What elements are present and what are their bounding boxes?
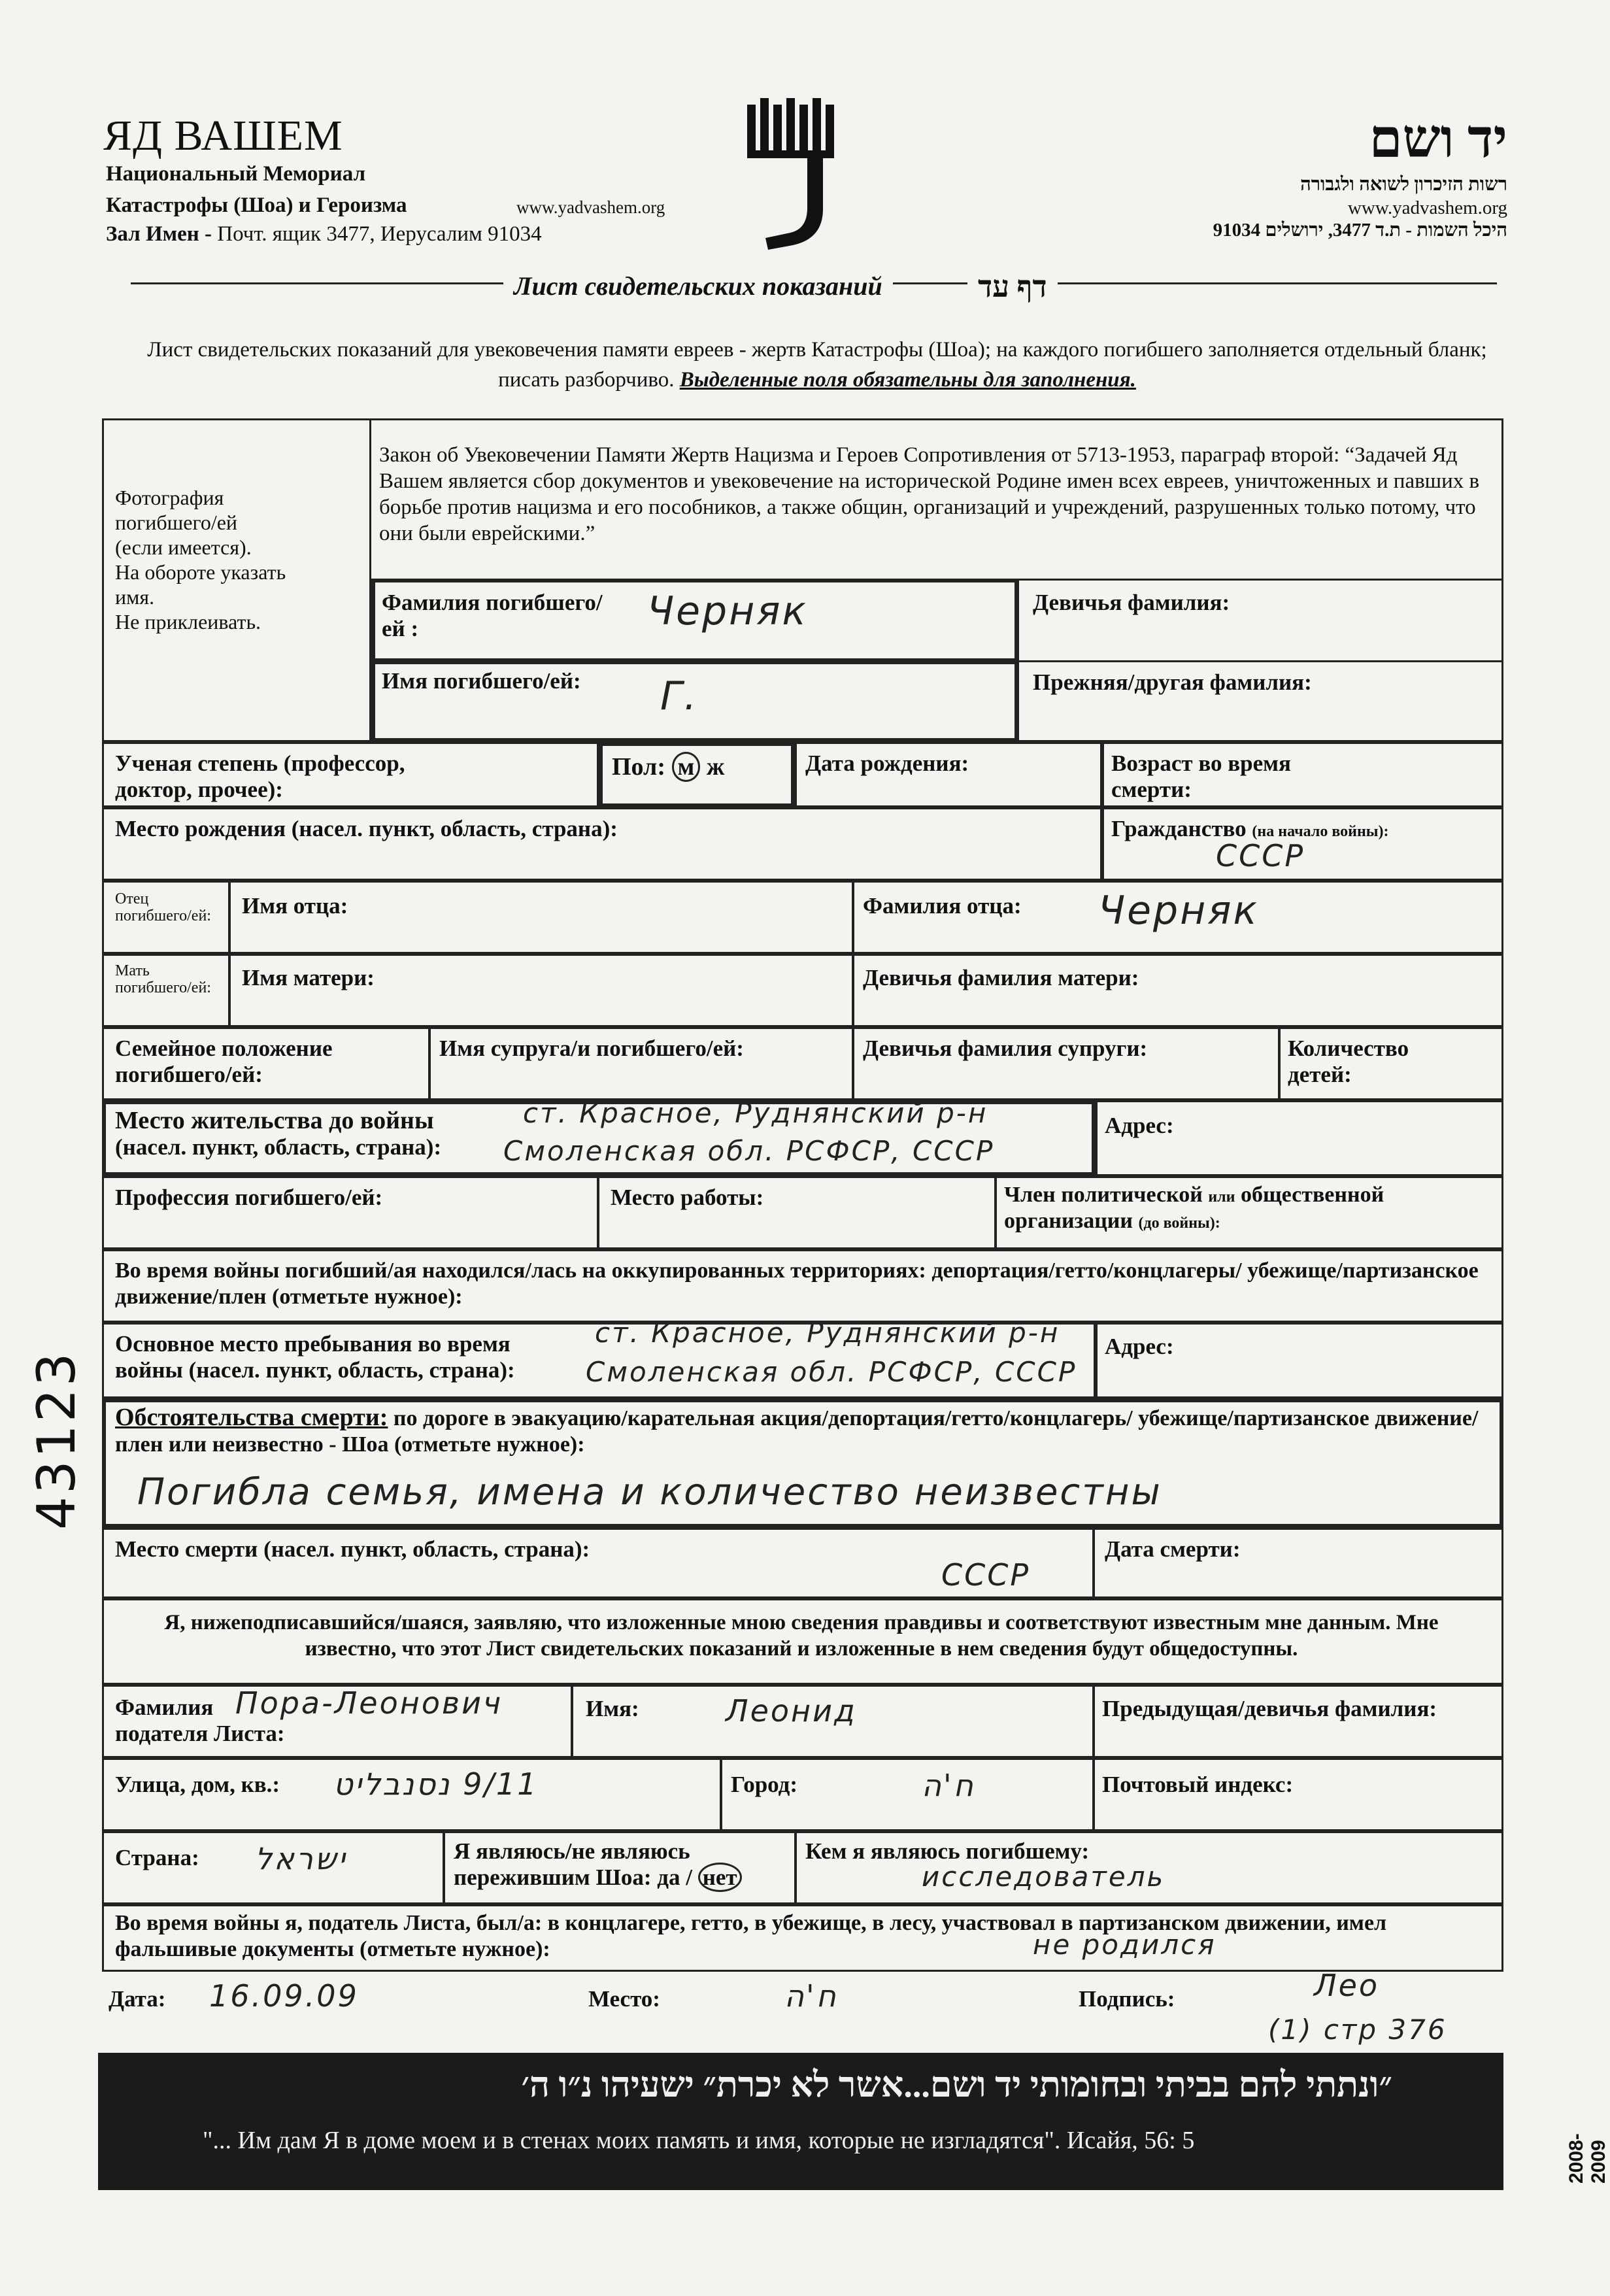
city-value[interactable]: ח'ה [922,1768,975,1803]
submitter-name-label: Имя: [586,1696,639,1721]
relation-value[interactable]: исследователь [922,1861,1166,1893]
gender-male-option[interactable]: м [672,752,701,782]
name-label: Имя погибшего/ей: [382,668,581,694]
org-title-ru: ЯД ВАШЕМ [103,112,343,160]
children-label: Количество детей: [1288,1036,1409,1087]
degree-label: Ученая степень (профессор, доктор, прочее): [115,751,405,802]
form-years: 2008-2009 [1566,2133,1609,2184]
city-label: Город: [731,1772,798,1797]
membership-label: Член политической или общественной организации (до войны): [1004,1183,1384,1233]
mother-maiden-label: Девичья фамилия матери: [863,965,1139,990]
gender-field[interactable] [612,752,724,782]
mother-name-label: Имя матери: [242,965,375,990]
maiden-label: Девичья фамилия: [1033,590,1230,615]
signature-value[interactable]: Лео [1314,1968,1380,2003]
intro-text [131,335,1503,395]
age-label: Возраст во время смерти: [1111,751,1291,802]
death-circumstances-value[interactable]: Погибла семья, имена и количество неизвестны [137,1471,1162,1513]
street-value[interactable]: 9/11 נסנבליט [333,1766,539,1802]
main-place-address-label: Адрес: [1105,1334,1174,1359]
death-place-label: Место смерти (насел. пункт, область, страна): [115,1536,590,1562]
surname-value[interactable]: Черняк [647,588,808,634]
spouse-maiden-label: Девичья фамилия супруги: [863,1036,1148,1061]
wartime-label: Во время войны погибший/ая находился/лась на оккупированных территориях: депортация/гетто/концлагеры/ убежище/партизанское движение/плен (отметьте нужное): [115,1258,1479,1309]
date-label: Дата: [109,1986,166,2012]
death-date-label: Дата смерти: [1105,1536,1241,1562]
quote-bar [98,2053,1503,2190]
dob-label: Дата рождения: [805,751,969,776]
org-he-url: www.yadvashem.org [1347,197,1507,218]
form-title: Лист свидетельских показаний [503,271,893,301]
residence-label: Место жительства до войны (насел. пункт, область, страна): [115,1107,442,1160]
country-label: Страна: [115,1845,199,1870]
residence-value-2[interactable]: Смоленская обл. РСФСР, СССР [503,1135,995,1167]
father-name-label: Имя отца: [242,893,348,919]
profession-label: Профессия погибшего/ей: [115,1185,383,1210]
citizenship-value[interactable]: СССР [1216,838,1305,873]
father-row-label: Отец погибшего/ей: [115,890,211,924]
birthplace-label: Место рождения (насел. пункт, область, страна): [115,816,618,841]
website-url: www.yadvashem.org [516,197,665,217]
intro-body: Лист свидетельских показаний для увековечения памяти евреев - жертв Катастрофы (Шоа); на каждого погибшего заполняется отдельный бланк; писать разборчиво. [147,338,1487,392]
org-he-line-1: רשות הזיכרון לשואה ולגבורה [1300,174,1507,195]
gender-label: Пол: [612,753,666,781]
citizenship-label: Гражданство (на начало войны): [1111,816,1389,841]
org-line-1: Национальный Мемориал [106,162,366,186]
place-label: Место: [588,1986,660,2012]
intro-emphasis: Выделенные поля обязательны для заполнения. [679,368,1136,392]
submitter-name-value[interactable]: Леонид [726,1693,857,1729]
spouse-name-label: Имя супруга/и погибшего/ей: [439,1036,744,1061]
main-place-label: Основное место пребывания во время войны (насел. пункт, область, страна): [115,1331,515,1383]
workplace-label: Место работы: [611,1185,764,1210]
country-value[interactable]: ישראל [255,1841,347,1876]
zip-label: Почтовый индекс: [1102,1772,1294,1797]
mother-row-label: Мать погибшего/ей: [115,962,211,996]
main-place-value-2[interactable]: Смоленская обл. РСФСР, СССР [586,1356,1077,1388]
survivor-label: Я являюсь/не являюсь пережившим Шоа: да / нет [454,1838,742,1891]
death-place-value[interactable]: СССР [941,1557,1031,1593]
quote-russian: "... Им дам Я в доме моем и в стенах моих память и имя, которые не изгладятся". Исайя, 56: 5 [203,2127,1195,2154]
org-address: Почт. ящик 3477, Иерусалим 91034 [217,222,542,246]
name-value[interactable]: Г. [660,673,699,719]
father-surname-label: Фамилия отца: [863,893,1022,919]
date-value[interactable]: 16.09.09 [209,1978,359,2014]
wartime-self-label: Во время войны я, податель Листа, был/а: в концлагере, гетто, в убежище, в лесу, участвовал в партизанском движении, имел фальшивые документы (отметьте нужное): [115,1911,1387,1961]
residence-value-1[interactable]: ст. Красное, Руднянский р-н [523,1097,988,1129]
relation-label: Кем я являюсь погибшему: [805,1838,1090,1864]
declaration-text: Я, нижеподписавшийся/шаяся, заявляю, что изложенные мною сведения правдивы и соответствуют известным мне данным. Мне известно, что этот Лист свидетельских показаний и изложенные в нем сведения будут общедоступны. [164,1611,1439,1661]
org-title-he: יד ושם [1369,109,1507,169]
wartime-self-value[interactable]: не родился [1033,1929,1216,1961]
org-hall-of-names: Зал Имен - [106,222,212,246]
death-circumstances-label: Обстоятельства смерти: по дороге в эвакуацию/карательная акция/депортация/гетто/концлагерь/ убежище/партизанское движение/плен или неизвестно - Шоа (отметьте нужное): [115,1404,1479,1457]
page-annotation: (1) стр 376 [1268,2014,1447,2046]
gender-female-option[interactable]: ж [706,753,725,781]
org-he-address: היכל השמות - ת.ד 3477, ירושלים 91034 [1213,220,1507,241]
survivor-no-option[interactable]: нет [698,1863,742,1892]
photo-instructions: Фотография погибшего/ей (если имеется). На обороте указать имя. Не приклеивать. [115,486,286,633]
street-label: Улица, дом, кв.: [115,1772,280,1797]
submitter-prev-label: Предыдущая/девичья фамилия: [1102,1696,1437,1721]
place-value[interactable]: ח'ה [784,1978,838,2014]
signature-label: Подпись: [1079,1986,1175,2012]
org-line-2: Катастрофы (Шоа) и Героизма [106,194,407,217]
other-surname-label: Прежняя/другая фамилия: [1033,669,1312,695]
record-number: 43123 [26,1350,87,1530]
family-status-label: Семейное положение погибшего/ей: [115,1036,333,1087]
main-place-value-1[interactable]: ст. Красное, Руднянский р-н [595,1317,1060,1349]
form-title-he: דף עד [967,269,1058,304]
submitter-surname-value[interactable]: Пора-Леонович [235,1685,503,1721]
residence-address-label: Адрес: [1105,1113,1174,1138]
submitter-surname-label: Фамилия подателя Листа: [115,1695,285,1746]
law-text: Закон об Увековечении Памяти Жертв Нацизма и Героев Сопротивления от 5713-1953, параграф второй: “Задачей Яд Вашем является сбор документов и увековечение на исторической Родине имен всех евреев, уничтоженных и павших в борьбе против нацизма и его пособников, а также общин, организаций и учреждений, разрушенных только потому, что они были еврейскими.” [379,443,1480,545]
quote-hebrew: ״ונתתי להם בביתי ובחומותי יד ושם...אשר לא יכרת״ ישעיהו נ״ו ה׳ [521,2065,1392,2104]
yad-vashem-logo [742,98,840,255]
father-surname-value[interactable]: Черняк [1098,888,1259,934]
surname-label: Фамилия погибшего/ей : [382,590,603,641]
